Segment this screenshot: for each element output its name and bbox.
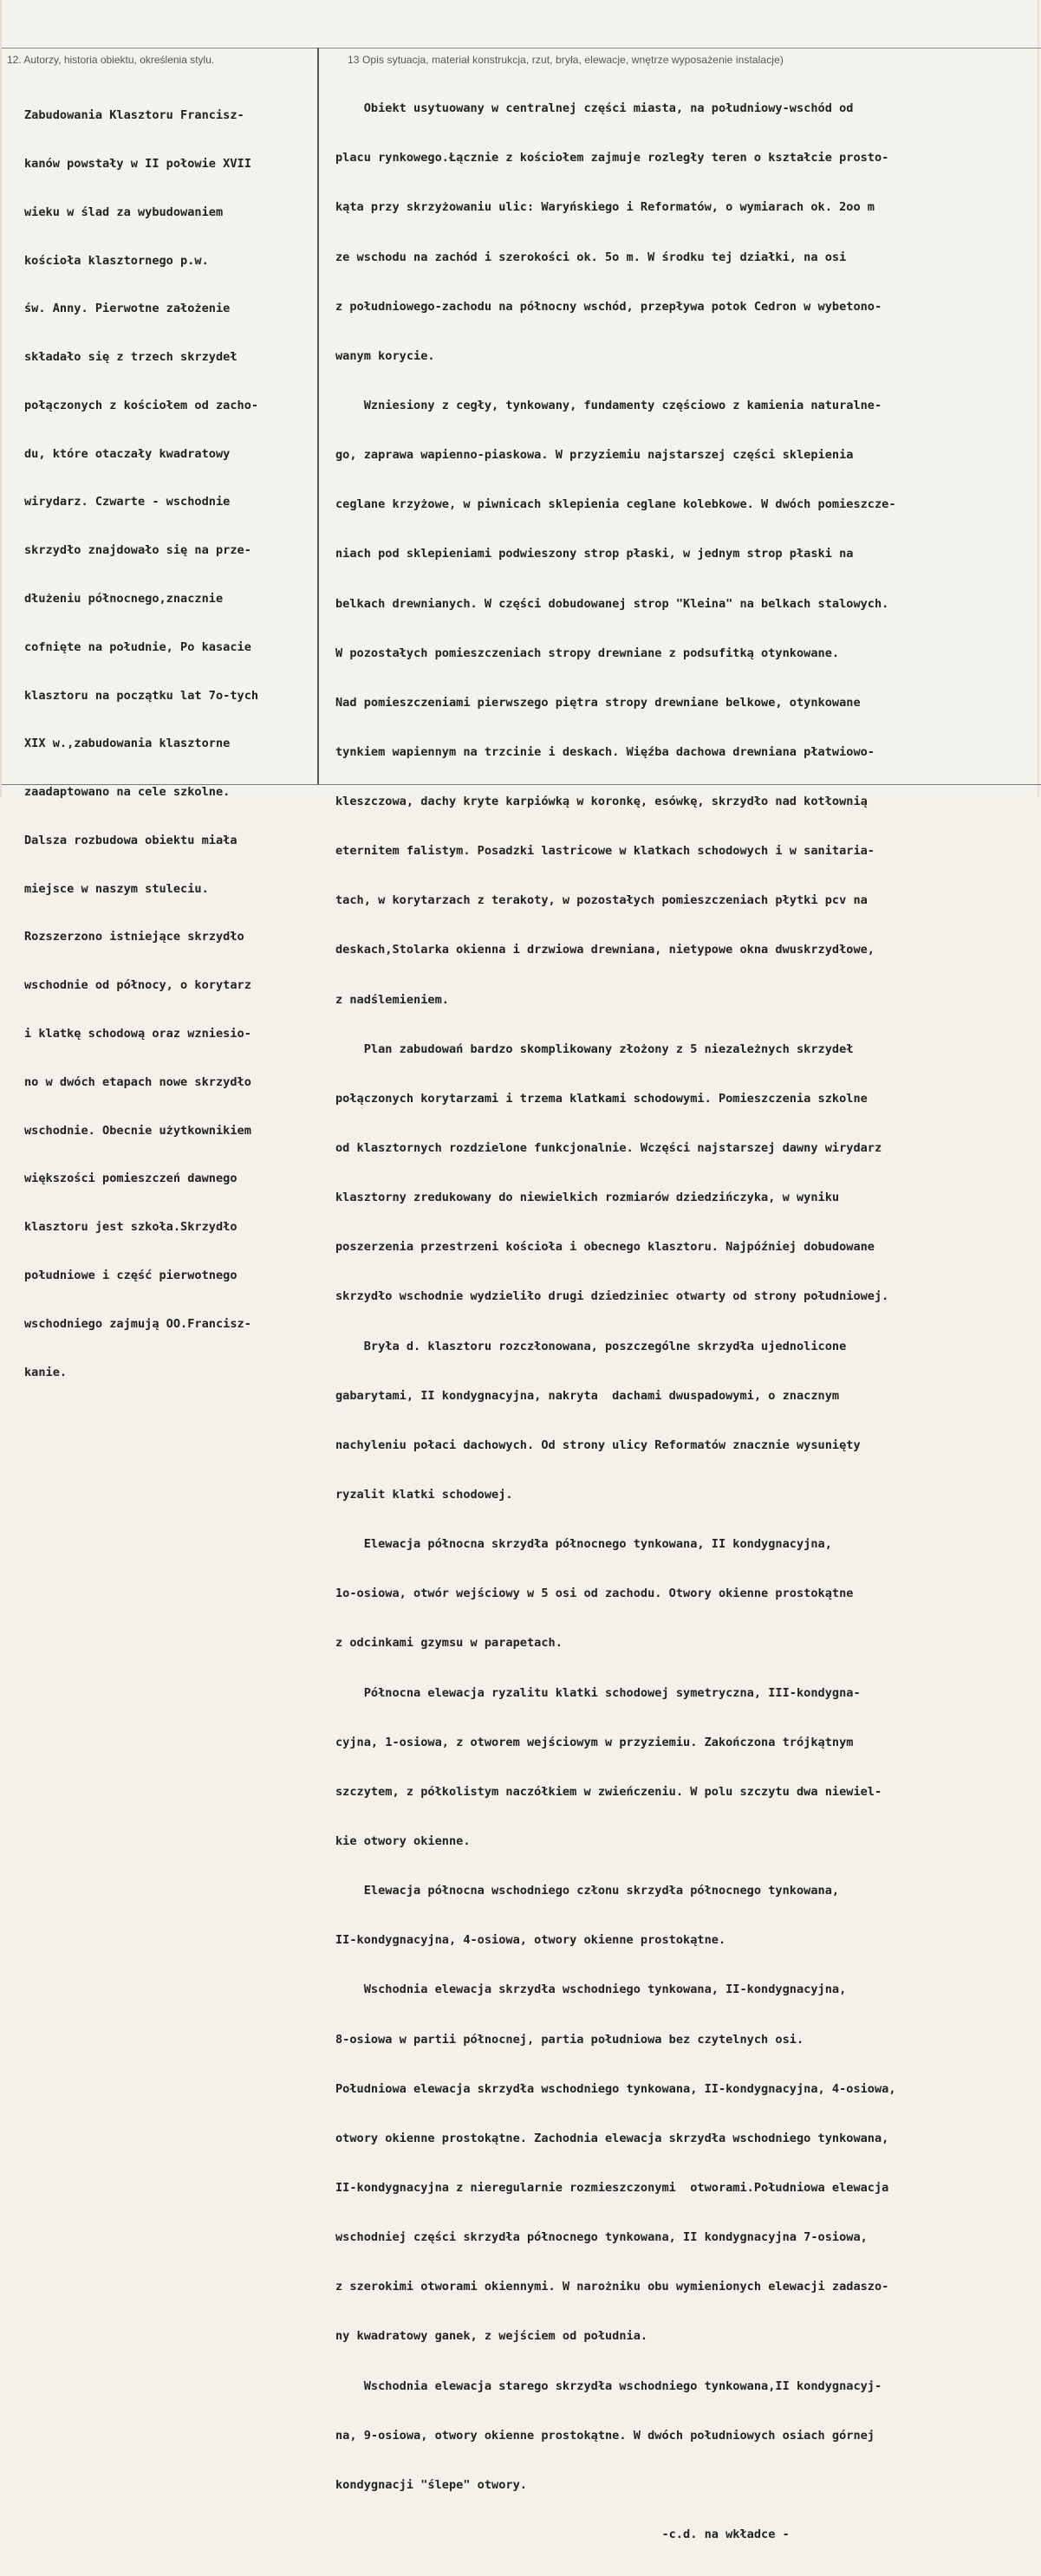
description-line: deskach,Stolarka okienna i drzwiowa drewniana, nietypowe okna dwuskrzydłowe, bbox=[335, 943, 875, 957]
description-line: ryzalit klatki schodowej. bbox=[335, 1488, 513, 1502]
description-line: Bryła d. klasztoru rozczłonowana, poszczególne skrzydła ujednolicone bbox=[335, 1339, 847, 1353]
history-line: no w dwóch etapach nowe skrzydło bbox=[24, 1074, 251, 1089]
description-text-block bbox=[335, 68, 896, 2576]
description-line: skrzydło wschodnie wydzieliło drugi dziedziniec otwarty od strony południowej. bbox=[335, 1289, 889, 1304]
history-line: Dalsza rozbudowa obiektu miała bbox=[24, 833, 237, 847]
history-line: kanie. bbox=[24, 1365, 68, 1379]
description-line: placu rynkowego.Łącznie z kościołem zajmuje rozległy teren o kształcie prosto- bbox=[335, 151, 889, 165]
history-line: św. Anny. Pierwotne założenie bbox=[24, 302, 231, 316]
description-line: ze wschodu na zachód i szerokości ok. 5o m. W środku tej działki, na osi bbox=[335, 250, 847, 264]
history-line: wschodnie. Obecnie użytkownikiem bbox=[24, 1123, 251, 1138]
description-line: Południowa elewacja skrzydła wschodniego tynkowana, II-kondygnacyjna, 4-osiowa, bbox=[335, 2081, 896, 2096]
history-line: zaadaptowano na cele szkolne. bbox=[24, 785, 231, 800]
history-line: kanów powstały w II połowie XVII bbox=[24, 156, 251, 171]
history-line: wschodnie od północy, o korytarz bbox=[24, 978, 251, 993]
history-line: Zabudowania Klasztoru Francisz- bbox=[24, 108, 244, 123]
description-line: wanym korycie. bbox=[335, 348, 435, 363]
history-line: klasztoru jest szkoła.Skrzydło bbox=[24, 1220, 237, 1235]
description-line: kleszczowa, dachy kryte karpiówką w koronkę, esówkę, skrzydło nad kotłownią bbox=[335, 795, 868, 809]
description-line: Wschodnia elewacja skrzydła wschodniego tynkowana, II-kondygnacyjna, bbox=[335, 1982, 847, 1997]
description-line: od klasztornych rozdzielone funkcjonalnie. Wczęści najstarszej dawny wirydarz bbox=[335, 1141, 882, 1156]
description-line: 8-osiowa w partii północnej, partia południowa bez czytelnych osi. bbox=[335, 2032, 804, 2047]
description-line: nachyleniu połaci dachowych. Od strony ulicy Reformatów znacznie wysunięty bbox=[335, 1437, 861, 1452]
description-line: kąta przy skrzyżowaniu ulic: Waryńskiego i Reformatów, o wymiarach ok. 2oo m bbox=[335, 200, 875, 215]
description-line: szczytem, z półkolistym naczółkiem w zwieńczeniu. W polu szczytu dwa niewiel- bbox=[335, 1784, 882, 1799]
description-line: -c.d. na wkładce - bbox=[335, 2527, 790, 2541]
description-line: z szerokimi otworami okiennymi. W narożniku obu wymienionych elewacji zadaszo- bbox=[335, 2280, 889, 2294]
history-line: składało się z trzech skrzydeł bbox=[24, 350, 237, 365]
history-line: wirydarz. Czwarte - wschodnie bbox=[24, 495, 231, 509]
description-line: wschodniej części skrzydła północnego tynkowana, II kondygnacyjna 7-osiowa, bbox=[335, 2230, 868, 2245]
history-text-block bbox=[24, 75, 258, 1412]
history-line: miejsce w naszym stuleciu. bbox=[24, 881, 209, 896]
history-line: wieku w ślad za wybudowaniem bbox=[24, 204, 224, 219]
description-line: z południowego-zachodu na północny wschód, przepływa potok Cedron w wybetono- bbox=[335, 299, 882, 314]
description-line: Elewacja północna wschodniego członu skrzydła północnego tynkowana, bbox=[335, 1884, 840, 1898]
description-line: z odcinkami gzymsu w parapetach. bbox=[335, 1636, 563, 1651]
description-line: z nadślemieniem. bbox=[335, 992, 449, 1007]
description-line: Obiekt usytuowany w centralnej części miasta, na południowy-wschód od bbox=[335, 101, 854, 116]
description-line: go, zaprawa wapienno-piaskowa. W przyziemiu najstarszej części sklepienia bbox=[335, 448, 854, 463]
description-line: belkach drewnianych. W części dobudowanej strop "Kleina" na belkach stalowych. bbox=[335, 596, 889, 611]
description-line: poszerzenia przestrzeni kościoła i obecnego klasztoru. Najpóźniej dobudowane bbox=[335, 1240, 875, 1255]
description-line: Północna elewacja ryzalitu klatki schodowej symetryczna, III-kondygna- bbox=[335, 1685, 861, 1700]
history-line: kościoła klasztornego p.w. bbox=[24, 253, 209, 268]
history-line: połączonych z kościołem od zacho- bbox=[24, 398, 259, 412]
history-line: klasztoru na początku lat 7o-tych bbox=[24, 688, 259, 703]
description-line: eternitem falistym. Posadzki lastricowe w klatkach schodowych i w sanitaria- bbox=[335, 844, 875, 859]
top-rule bbox=[2, 48, 1041, 49]
history-line: skrzydło znajdowało się na prze- bbox=[24, 543, 251, 558]
description-line: W pozostałych pomieszczeniach stropy drewniane z podsufitką otynkowane. bbox=[335, 646, 840, 660]
description-line: klasztorny zredukowany do niewielkich rozmiarów dziedzińczyka, w wyniku bbox=[335, 1191, 840, 1205]
history-line: du, które otaczały kwadratowy bbox=[24, 446, 231, 461]
column-divider bbox=[317, 48, 319, 784]
description-line: tynkiem wapiennym na trzcinie i deskach. Więźba dachowa drewniana płatwiowo- bbox=[335, 744, 875, 759]
description-line: niach pod sklepieniami podwieszony strop płaski, w jednym strop płaski na bbox=[335, 547, 854, 561]
description-line: połączonych korytarzami i trzema klatkami schodowymi. Pomieszczenia szkolne bbox=[335, 1091, 868, 1106]
description-line: Nad pomieszczeniami pierwszego piętra stropy drewniane belkowe, otynkowane bbox=[335, 695, 861, 710]
history-line: XIX w.,zabudowania klasztorne bbox=[24, 736, 231, 751]
history-line: południowe i część pierwotnego bbox=[24, 1268, 237, 1282]
description-line: Plan zabudowań bardzo skomplikowany złożony z 5 niezależnych skrzydeł bbox=[335, 1041, 854, 1056]
description-line: tach, w korytarzach z terakoty, w pozostałych pomieszczeniach płytki pcv na bbox=[335, 893, 868, 908]
section-13-heading: 13 Opis sytuacja, materiał konstrukcja, rzut, bryła, elewacje, wnętrze wyposażenie instalacje) bbox=[348, 54, 784, 66]
description-line: kondygnacji "ślepe" otwory. bbox=[335, 2477, 527, 2492]
description-line: gabarytami, II kondygnacyjna, nakryta dachami dwuspadowymi, o znacznym bbox=[335, 1388, 840, 1403]
description-line: Wzniesiony z cegły, tynkowany, fundamenty częściowo z kamienia naturalne- bbox=[335, 398, 882, 412]
description-line: cyjna, 1-osiowa, z otworem wejściowym w przyziemiu. Zakończona trójkątnym bbox=[335, 1735, 854, 1749]
description-line: 1o-osiowa, otwór wejściowy w 5 osi od zachodu. Otwory okienne prostokątne bbox=[335, 1586, 854, 1601]
description-line: Elewacja północna skrzydła północnego tynkowana, II kondygnacyjna, bbox=[335, 1537, 832, 1552]
description-line: II-kondygnacyjna, 4-osiowa, otwory okienne prostokątne. bbox=[335, 1933, 726, 1948]
history-line: wschodniego zajmują OO.Francisz- bbox=[24, 1316, 251, 1331]
description-line: Wschodnia elewacja starego skrzydła wschodniego tynkowana,II kondygnacyj- bbox=[335, 2378, 882, 2393]
description-line: ny kwadratowy ganek, z wejściem od południa. bbox=[335, 2329, 648, 2344]
history-line: większości pomieszczeń dawnego bbox=[24, 1171, 237, 1186]
history-line: dłużeniu północnego,znacznie bbox=[24, 592, 224, 606]
history-line: cofnięte na południe, Po kasacie bbox=[24, 639, 251, 654]
history-line: i klatkę schodową oraz wzniesio- bbox=[24, 1027, 251, 1041]
description-line: otwory okienne prostokątne. Zachodnia elewacja skrzydła wschodniego tynkowana, bbox=[335, 2131, 889, 2145]
description-line: kie otwory okienne. bbox=[335, 1834, 471, 1849]
section-12-heading: 12. Autorzy, historia obiektu, określenia stylu. bbox=[7, 54, 215, 66]
description-line: na, 9-osiowa, otwory okienne prostokątne. W dwóch południowych osiach górnej bbox=[335, 2428, 875, 2443]
description-line: II-kondygnacyjna z nieregularnie rozmieszczonymi otworami.Południowa elewacja bbox=[335, 2181, 889, 2195]
history-line: Rozszerzono istniejące skrzydło bbox=[24, 930, 244, 944]
description-line: ceglane krzyżowe, w piwnicach sklepienia ceglane kolebkowe. W dwóch pomieszcze- bbox=[335, 497, 896, 512]
